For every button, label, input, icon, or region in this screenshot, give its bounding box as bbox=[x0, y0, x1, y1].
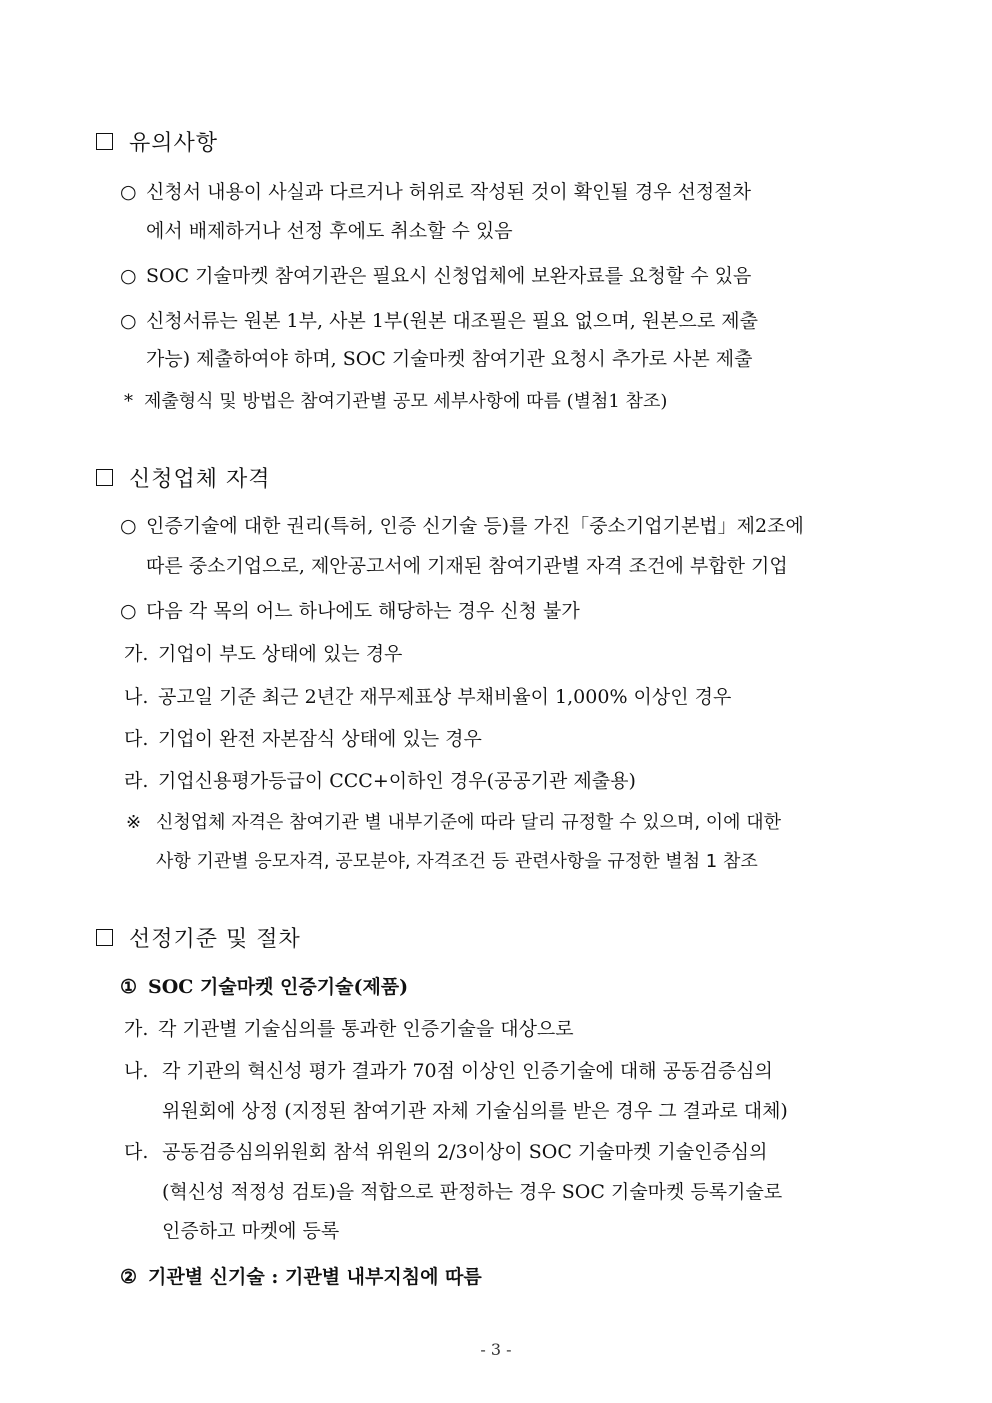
sub-item-continuation: 위원회에 상정 (지정된 참여기관 자체 기술심의를 받은 경우 그 결과로 대체) bbox=[162, 1100, 788, 1122]
page-number: - 3 - bbox=[480, 1340, 512, 1359]
list-item: ○ 신청서류는 원본 1부, 사본 1부(원본 대조필은 필요 없으며, 원본으로 제출 bbox=[120, 310, 758, 332]
sub-item: 나. 각 기관의 혁신성 평가 결과가 70점 이상인 인증기술에 대해 공동검증심의 bbox=[124, 1060, 773, 1082]
numbered-item: ① SOC 기술마켓 인증기술(제품) bbox=[120, 976, 409, 998]
note: ※ 신청업체 자격은 참여기관 별 내부기준에 따라 달리 규정할 수 있으며, 이에 대한 bbox=[126, 812, 782, 833]
numbered-item: ② 기관별 신기술 : 기관별 내부지침에 따름 bbox=[120, 1266, 482, 1288]
list-item: ○ SOC 기술마켓 참여기관은 필요시 신청업체에 보완자료를 요청할 수 있음 bbox=[120, 265, 752, 287]
square-bullet-icon bbox=[96, 929, 113, 946]
section-title: 유의사항 bbox=[129, 131, 219, 156]
list-item: ○ 인증기술에 대한 권리(특허, 인증 신기술 등)를 가진「중소기업기본법」제2조에 bbox=[120, 515, 804, 537]
sub-item: 다. 공동검증심의위원회 참석 위원의 2/3이상이 SOC 기술마켓 기술인증심의 bbox=[124, 1141, 768, 1163]
sub-item: 나. 공고일 기준 최근 2년간 재무제표상 부채비율이 1,000% 이상인 경우 bbox=[124, 686, 732, 708]
section-heading-notes bbox=[96, 126, 218, 157]
note-continuation: 사항 기관별 응모자격, 공모분야, 자격조건 등 관련사항을 규정한 별첨 1 참조 bbox=[156, 851, 758, 872]
sub-item: 가. 각 기관별 기술심의를 통과한 인증기술을 대상으로 bbox=[124, 1018, 574, 1040]
sub-item-continuation: (혁신성 적정성 검토)을 적합으로 판정하는 경우 SOC 기술마켓 등록기술로 bbox=[162, 1181, 783, 1203]
list-item-continuation: 에서 배제하거나 선정 후에도 취소할 수 있음 bbox=[146, 220, 513, 242]
section-heading-selection bbox=[96, 922, 301, 953]
sub-item: 가. 기업이 부도 상태에 있는 경우 bbox=[124, 643, 403, 665]
sub-item: 라. 기업신용평가등급이 CCC+이하인 경우(공공기관 제출용) bbox=[124, 770, 636, 792]
section-title: 신청업체 자격 bbox=[129, 467, 271, 492]
footnote: * 제출형식 및 방법은 참여기관별 공모 세부사항에 따름 (별첨1 참조) bbox=[124, 391, 668, 412]
square-bullet-icon bbox=[96, 133, 113, 150]
list-item: ○ 신청서 내용이 사실과 다르거나 허위로 작성된 것이 확인될 경우 선정절차 bbox=[120, 181, 751, 203]
square-bullet-icon bbox=[96, 469, 113, 486]
sub-item: 다. 기업이 완전 자본잠식 상태에 있는 경우 bbox=[124, 728, 482, 750]
section-heading-eligibility bbox=[96, 462, 271, 493]
list-item-continuation: 가능) 제출하여야 하며, SOC 기술마켓 참여기관 요청시 추가로 사본 제출 bbox=[146, 348, 753, 370]
sub-item-continuation: 인증하고 마켓에 등록 bbox=[162, 1220, 340, 1242]
list-item-continuation: 따른 중소기업으로, 제안공고서에 기재된 참여기관별 자격 조건에 부합한 기업 bbox=[146, 555, 788, 577]
section-title: 선정기준 및 절차 bbox=[129, 927, 301, 952]
list-item: ○ 다음 각 목의 어느 하나에도 해당하는 경우 신청 불가 bbox=[120, 600, 580, 622]
